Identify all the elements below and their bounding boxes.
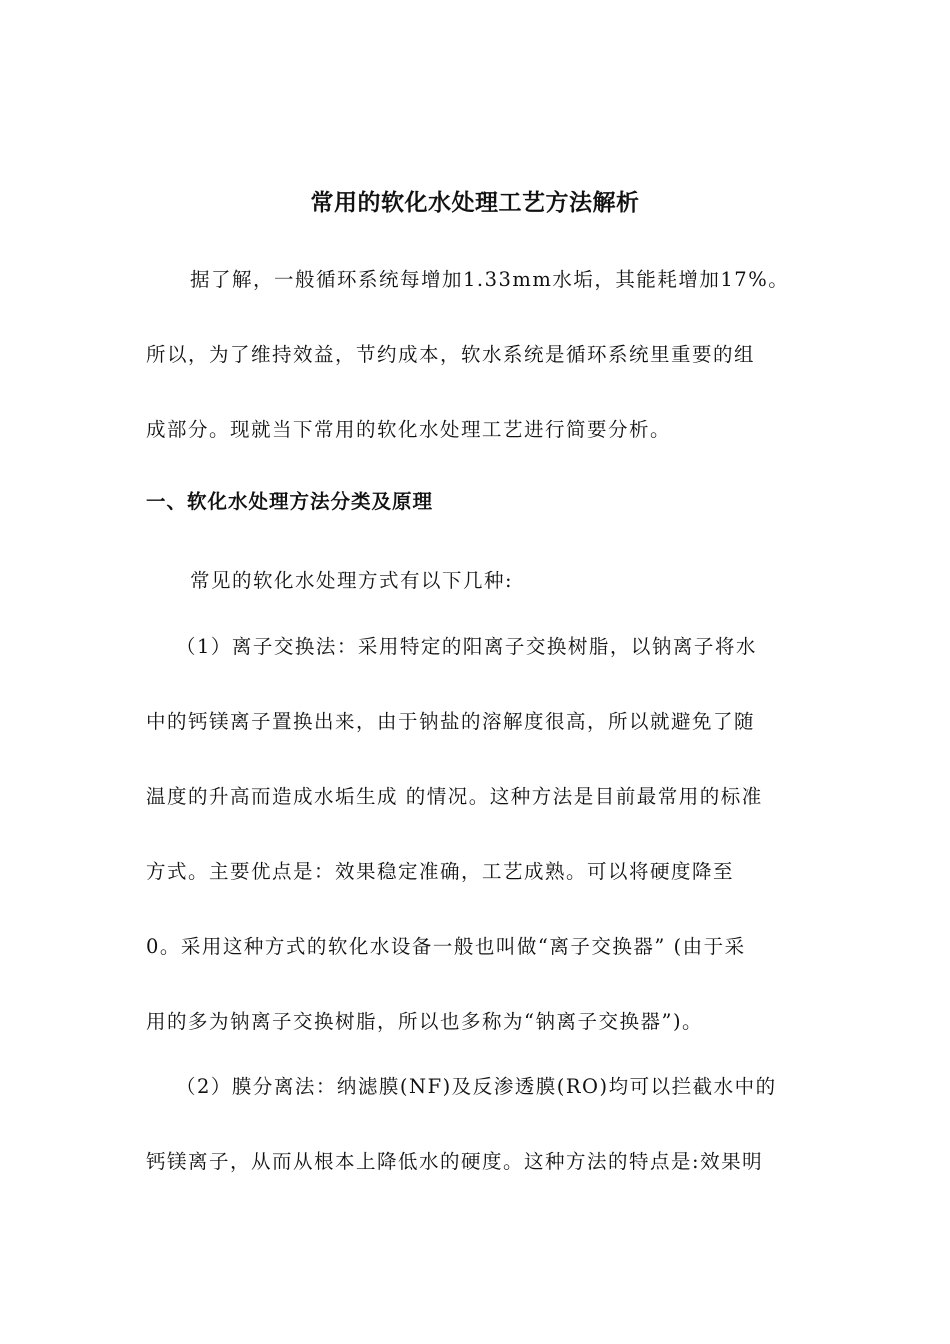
item2-paragraph <box>146 1072 806 1173</box>
item1-line-6: 用的多为钠离子交换树脂，所以也多称为“钠离子交换器”)。 <box>146 1010 704 1033</box>
item1-line-2: 中的钙镁离子置换出来，由于钠盐的溶解度很高，所以就避免了随 <box>146 710 756 733</box>
document-title: 常用的软化水处理工艺方法解析 <box>310 190 640 216</box>
item1-paragraph <box>146 632 806 1033</box>
intro-line-2: 所以，为了维持效益，节约成本，软水系统是循环系统里重要的组 <box>146 343 756 366</box>
intro-line-3: 成部分。现就当下常用的软化水处理工艺进行简要分析。 <box>146 418 672 441</box>
intro-line-1: 据了解，一般循环系统每增加1.33mm水垢，其能耗增加17%。 <box>190 268 790 291</box>
item2-line-2: 钙镁离子，从而从根本上降低水的硬度。这种方法的特点是:效果明 <box>146 1150 764 1173</box>
lead-line: 常见的软化水处理方式有以下几种: <box>190 569 514 592</box>
section-lead <box>146 566 806 635</box>
item1-line-5: 0。采用这种方式的软化水设备一般也叫做“离子交换器” (由于采 <box>146 935 746 958</box>
item1-line-1: （1）离子交换法：采用特定的阳离子交换树脂，以钠离子将水 <box>176 635 757 658</box>
item2-line-1: （2）膜分离法：纳滤膜(NF)及反渗透膜(RO)均可以拦截水中的 <box>176 1075 777 1098</box>
item1-line-3: 温度的升高而造成水垢生成 的情况。这种方法是目前最常用的标准 <box>146 785 763 808</box>
item1-line-4: 方式。主要优点是：效果稳定准确，工艺成熟。可以将硬度降至 <box>146 860 735 883</box>
section-heading: 一、软化水处理方法分类及原理 <box>146 490 434 513</box>
intro-paragraph <box>146 265 806 441</box>
